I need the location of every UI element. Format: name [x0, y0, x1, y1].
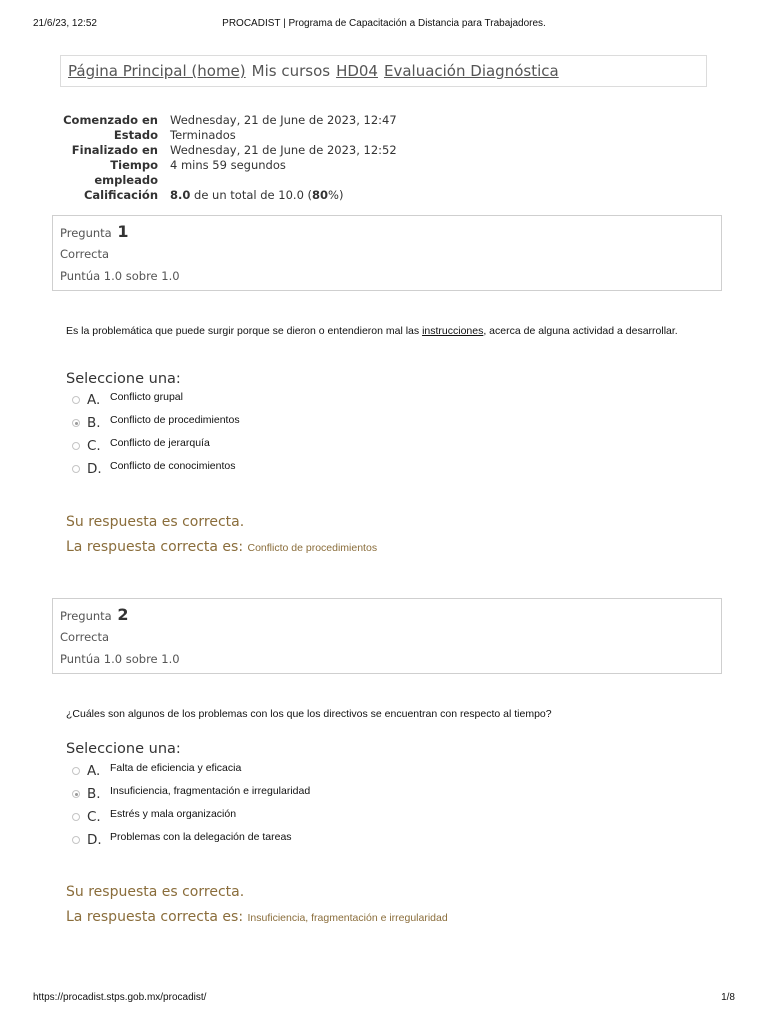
summary-row-state — [60, 128, 480, 143]
option-letter: A. — [87, 392, 101, 408]
question-text-part: , acerca de alguna actividad a desarrollar. — [483, 325, 678, 337]
question-state: Correcta — [60, 630, 110, 644]
grade-label: Calificación — [83, 188, 158, 202]
breadcrumb-my-courses: Mis cursos — [251, 62, 331, 80]
question-label: Pregunta — [60, 609, 112, 623]
option-text: Falta de eficiencia y eficacia — [110, 762, 242, 774]
radio-button-selected[interactable] — [72, 790, 80, 798]
question-text-2 — [66, 708, 686, 721]
summary-row-time — [60, 158, 480, 188]
breadcrumb-quiz-link[interactable]: Evaluación Diagnóstica — [383, 62, 559, 80]
right-answer — [66, 539, 377, 555]
breadcrumb-home-link[interactable]: Página Principal (home) — [68, 62, 246, 80]
question-number — [60, 222, 129, 241]
started-label: Comenzado en — [63, 113, 158, 127]
right-answer — [66, 909, 448, 925]
question-text-part: ¿Cuáles son algunos de los problemas con los que los directivos se encuentran con respecto al tiempo? — [66, 708, 552, 720]
time-label-line2: empleado — [94, 173, 158, 187]
question-text-1 — [66, 325, 686, 338]
attempt-summary — [60, 113, 480, 203]
radio-button[interactable] — [72, 813, 80, 821]
question-info-1 — [52, 215, 722, 291]
option-text: Problemas con la delegación de tareas — [110, 831, 292, 843]
question-number — [60, 605, 129, 624]
print-url: https://procadist.stps.gob.mx/procadist/ — [33, 992, 207, 1003]
right-answer-value: Insuficiencia, fragmentación e irregularidad — [247, 912, 448, 924]
time-label — [60, 158, 158, 188]
right-answer-label: La respuesta correcta es: — [66, 539, 248, 555]
option-letter: A. — [87, 763, 101, 779]
summary-row-started — [60, 113, 480, 128]
option-letter: B. — [87, 786, 101, 802]
grade-percent: 80 — [312, 188, 329, 202]
summary-row-finished — [60, 143, 480, 158]
state-label: Estado — [113, 128, 158, 142]
finished-label: Finalizado en — [71, 143, 158, 157]
option-text: Conflicto de conocimientos — [110, 460, 236, 472]
option-text: Insuficiencia, fragmentación e irregularidad — [110, 785, 311, 797]
grade-value — [170, 188, 480, 203]
radio-button[interactable] — [72, 442, 80, 450]
finished-value: Wednesday, 21 de June de 2023, 12:52 — [170, 143, 397, 157]
question-label: Pregunta — [60, 226, 112, 240]
grade-percent-end: %) — [328, 188, 344, 202]
option-letter: C. — [87, 438, 101, 454]
option-text: Conflicto grupal — [110, 391, 183, 403]
question-number-value: 2 — [117, 605, 129, 624]
option-letter: D. — [87, 832, 102, 848]
option-text: Estrés y mala organización — [110, 808, 237, 820]
question-state: Correcta — [60, 247, 110, 261]
radio-button-selected[interactable] — [72, 419, 80, 427]
started-value: Wednesday, 21 de June de 2023, 12:47 — [170, 113, 397, 127]
question-grade: Puntúa 1.0 sobre 1.0 — [60, 269, 180, 283]
print-title: PROCADIST | Programa de Capacitación a Distancia para Trabajadores. — [222, 18, 546, 29]
option-text: Conflicto de jerarquía — [110, 437, 210, 449]
option-letter: B. — [87, 415, 101, 431]
question-number-value: 1 — [117, 222, 129, 241]
print-datetime: 21/6/23, 12:52 — [33, 18, 97, 29]
radio-button[interactable] — [72, 465, 80, 473]
select-one-prompt: Seleccione una: — [66, 371, 181, 387]
breadcrumb — [60, 55, 707, 87]
option-letter: D. — [87, 461, 102, 477]
right-answer-label: La respuesta correcta es: — [66, 909, 248, 925]
state-value: Terminados — [170, 128, 236, 142]
radio-button[interactable] — [72, 836, 80, 844]
time-value: 4 mins 59 segundos — [170, 158, 286, 172]
right-answer-value: Conflicto de procedimientos — [247, 542, 378, 554]
print-footer — [0, 992, 768, 1006]
grade-score: 8.0 — [170, 188, 191, 202]
question-text-part: Es la problemática que puede surgir porque se dieron o entendieron mal las — [66, 325, 423, 337]
time-label-line1: Tiempo — [110, 158, 158, 172]
question-grade: Puntúa 1.0 sobre 1.0 — [60, 652, 180, 666]
grade-total: de un total de 10.0 ( — [190, 188, 313, 202]
radio-button[interactable] — [72, 767, 80, 775]
question-info-2 — [52, 598, 722, 674]
print-page-number: 1/8 — [721, 992, 735, 1003]
select-one-prompt: Seleccione una: — [66, 741, 181, 757]
feedback-text: Su respuesta es correcta. — [66, 514, 245, 530]
option-text: Conflicto de procedimientos — [110, 414, 240, 426]
instrucciones-link[interactable]: instrucciones — [422, 325, 484, 337]
feedback-text: Su respuesta es correcta. — [66, 884, 245, 900]
summary-row-grade — [60, 188, 480, 203]
option-letter: C. — [87, 809, 101, 825]
breadcrumb-course-link[interactable]: HD04 — [336, 62, 378, 80]
print-header — [0, 18, 768, 32]
radio-button[interactable] — [72, 396, 80, 404]
